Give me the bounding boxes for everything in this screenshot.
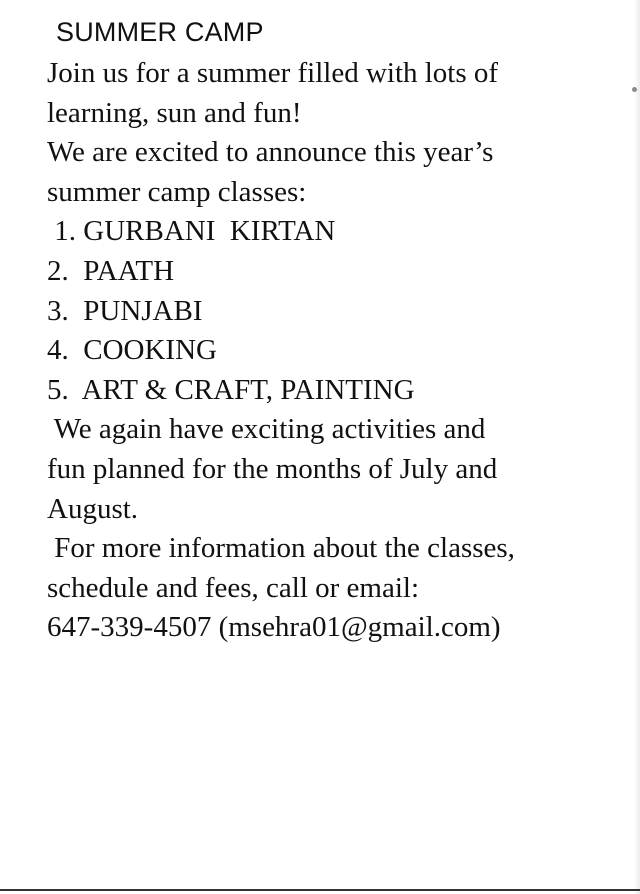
- class-list-item: 2. PAATH: [47, 254, 175, 287]
- activities-line: We again have exciting activities and: [47, 413, 486, 446]
- activities-line: August.: [47, 492, 139, 525]
- scroll-indicator-dot: [632, 87, 637, 92]
- announce-line: summer camp classes:: [47, 175, 307, 208]
- class-list-item: 3. PUNJABI: [47, 294, 203, 327]
- class-list-item: 4. COOKING: [47, 334, 217, 367]
- announce-line: We are excited to announce this year’s: [47, 136, 494, 169]
- intro-line: Join us for a summer filled with lots of: [47, 57, 499, 89]
- contact-line: 647-339-4507 (msehra01@gmail.com): [47, 611, 501, 644]
- info-line: schedule and fees, call or email:: [47, 571, 420, 604]
- activities-line: fun planned for the months of July and: [47, 452, 498, 485]
- info-line: For more information about the classes,: [47, 532, 515, 565]
- page-edge-shadow: [634, 0, 640, 894]
- class-list-item: 5. ART & CRAFT, PAINTING: [47, 373, 415, 406]
- flyer-title: SUMMER CAMP: [56, 17, 264, 47]
- class-list-item: 1. GURBANI KIRTAN: [47, 215, 336, 248]
- intro-line: learning, sun and fun!: [47, 96, 302, 129]
- flyer-body: [47, 54, 515, 648]
- bottom-divider: [0, 889, 640, 891]
